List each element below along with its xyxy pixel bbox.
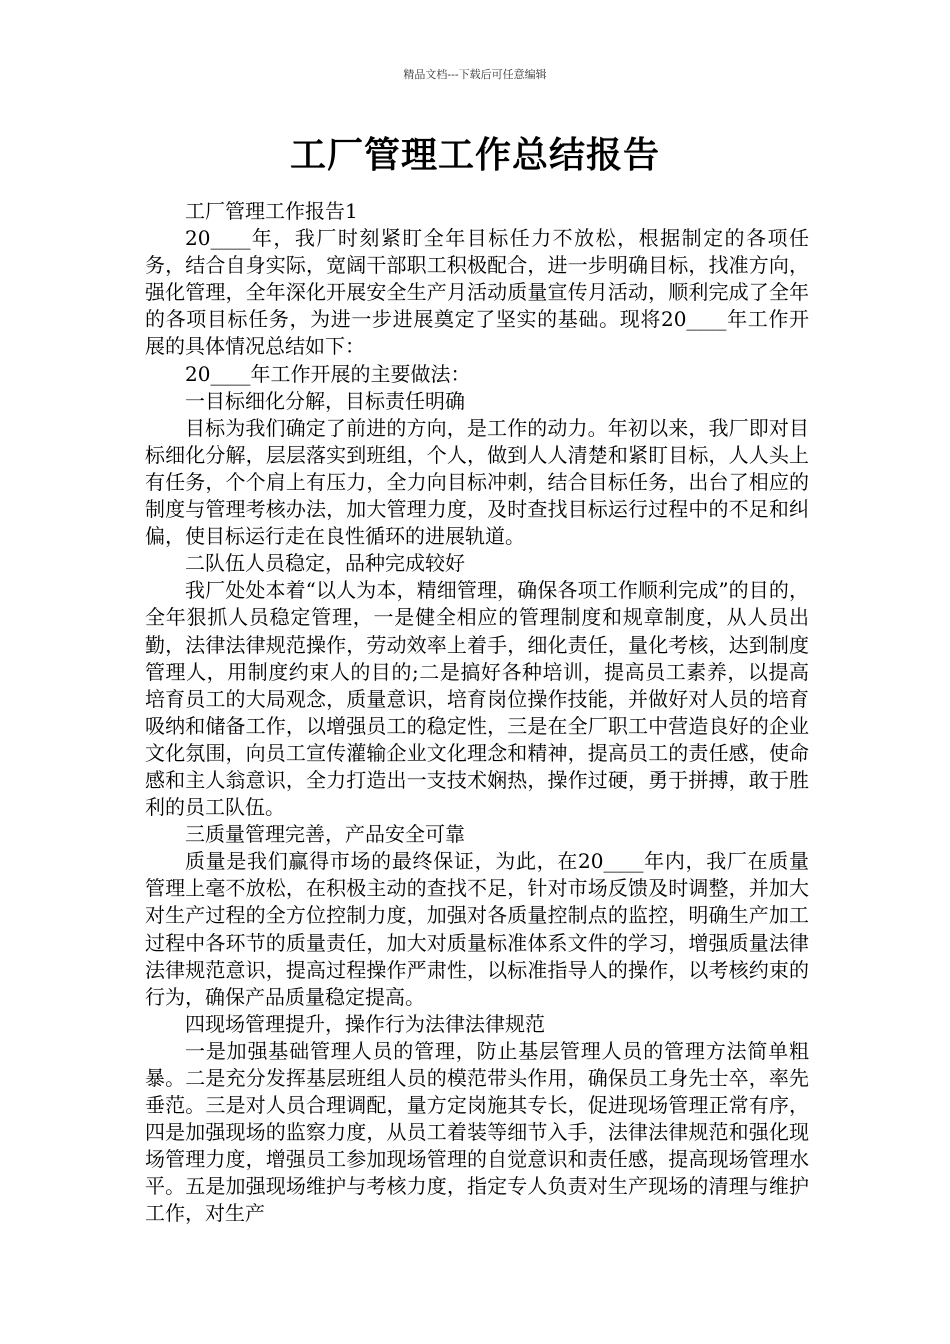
section-heading-4: 四现场管理提升，操作行为法律法律规范 (185, 1011, 545, 1036)
section-heading-2: 二队伍人员稳定，品种完成较好 (185, 551, 465, 576)
paragraph-1: 目标为我们确定了前进的方向，是工作的动力。年初以来，我厂即对目标细化分解，层层落实到班组，个人，做到人人清楚和紧盯目标，人人头上有任务，个个肩上有压力，全力向目标冲刺，结合目标任务，出台了相应的制度与管理考核办法，加大管理力度，及时查找目标运行过程中的不足和纠偏，使目标运行走在良性循环的进展轨道。 (145, 415, 809, 549)
paragraph-3: 质量是我们赢得市场的最终保证，为此，在20____年内，我厂在质量管理上毫不放松，在积极主动的查找不足，针对市场反馈及时调整，并加大对生产过程的全方位控制力度，加强对各质量控制点的监控，明确生产加工过程中各环节的质量责任，加大对质量标准体系文件的学习，增强质量法律法律规范意识，提高过程操作严肃性，以标准指导人的操作，以考核约束的行为，确保产品质量稳定提高。 (145, 849, 809, 1009)
document-body (145, 198, 809, 1228)
section-heading-3: 三质量管理完善，产品安全可靠 (185, 822, 465, 847)
header-note: 精品文档---下载后可任意编辑 (403, 68, 547, 81)
paragraph-4: 一是加强基础管理人员的管理，防止基层管理人员的管理方法简单粗暴。二是充分发挥基层班组人员的模范带头作用，确保员工身先士卒，率先垂范。三是对人员合理调配，量方定岗施其专长，促进现场管理正常有序，四是加强现场的监察力度，从员工着装等细节入手，法律法律规范和强化现场管理力度，增强员工参加现场管理的自觉意识和责任感，提高现场管理水平。五是加强现场维护与考核力度，指定专人负责对生产现场的清理与维护工作，对生产 (145, 1038, 809, 1226)
section-heading-1: 一目标细化分解，目标责任明确 (185, 388, 465, 413)
paragraph-intro: 20____年，我厂时刻紧盯全年目标任力不放松，根据制定的各项任务，结合自身实际，宽阔干部职工积极配合，进一步明确目标，找准方向，强化管理，全年深化开展安全生产月活动质量宣传月活动，顺利完成了全年的各项目标任务，为进一步进展奠定了坚实的基础。现将20____年工作开展的具体情况总结如下： (145, 226, 809, 359)
report-subtitle: 工厂管理工作报告1 (185, 199, 358, 223)
paragraph-2: 我厂处处本着“以人为本，精细管理，确保各项工作顺利完成”的目的，全年狠抓人员稳定管理，一是健全相应的管理制度和规章制度，从人员出勤，法律法律规范操作，劳动效率上着手，细化责任，量化考核，达到制度管理人，用制度约束人的目的;二是搞好各种培训，提高员工素养，以提高培育员工的大局观念，质量意识，培育岗位操作技能，并做好对人员的培育吸纳和储备工作，以增强员工的稳定性，三是在全厂职工中营造良好的企业文化氛围，向员工宣传灌输企业文化理念和精神，提高员工的责任感，使命感和主人翁意识，全力打造出一支技术娴热，操作过硬，勇于拼搏，敢于胜利的员工队伍。 (145, 578, 809, 820)
document-title: 工厂管理工作总结报告 (289, 135, 660, 176)
section-heading-main-practices: 20____年工作开展的主要做法： (185, 361, 471, 386)
